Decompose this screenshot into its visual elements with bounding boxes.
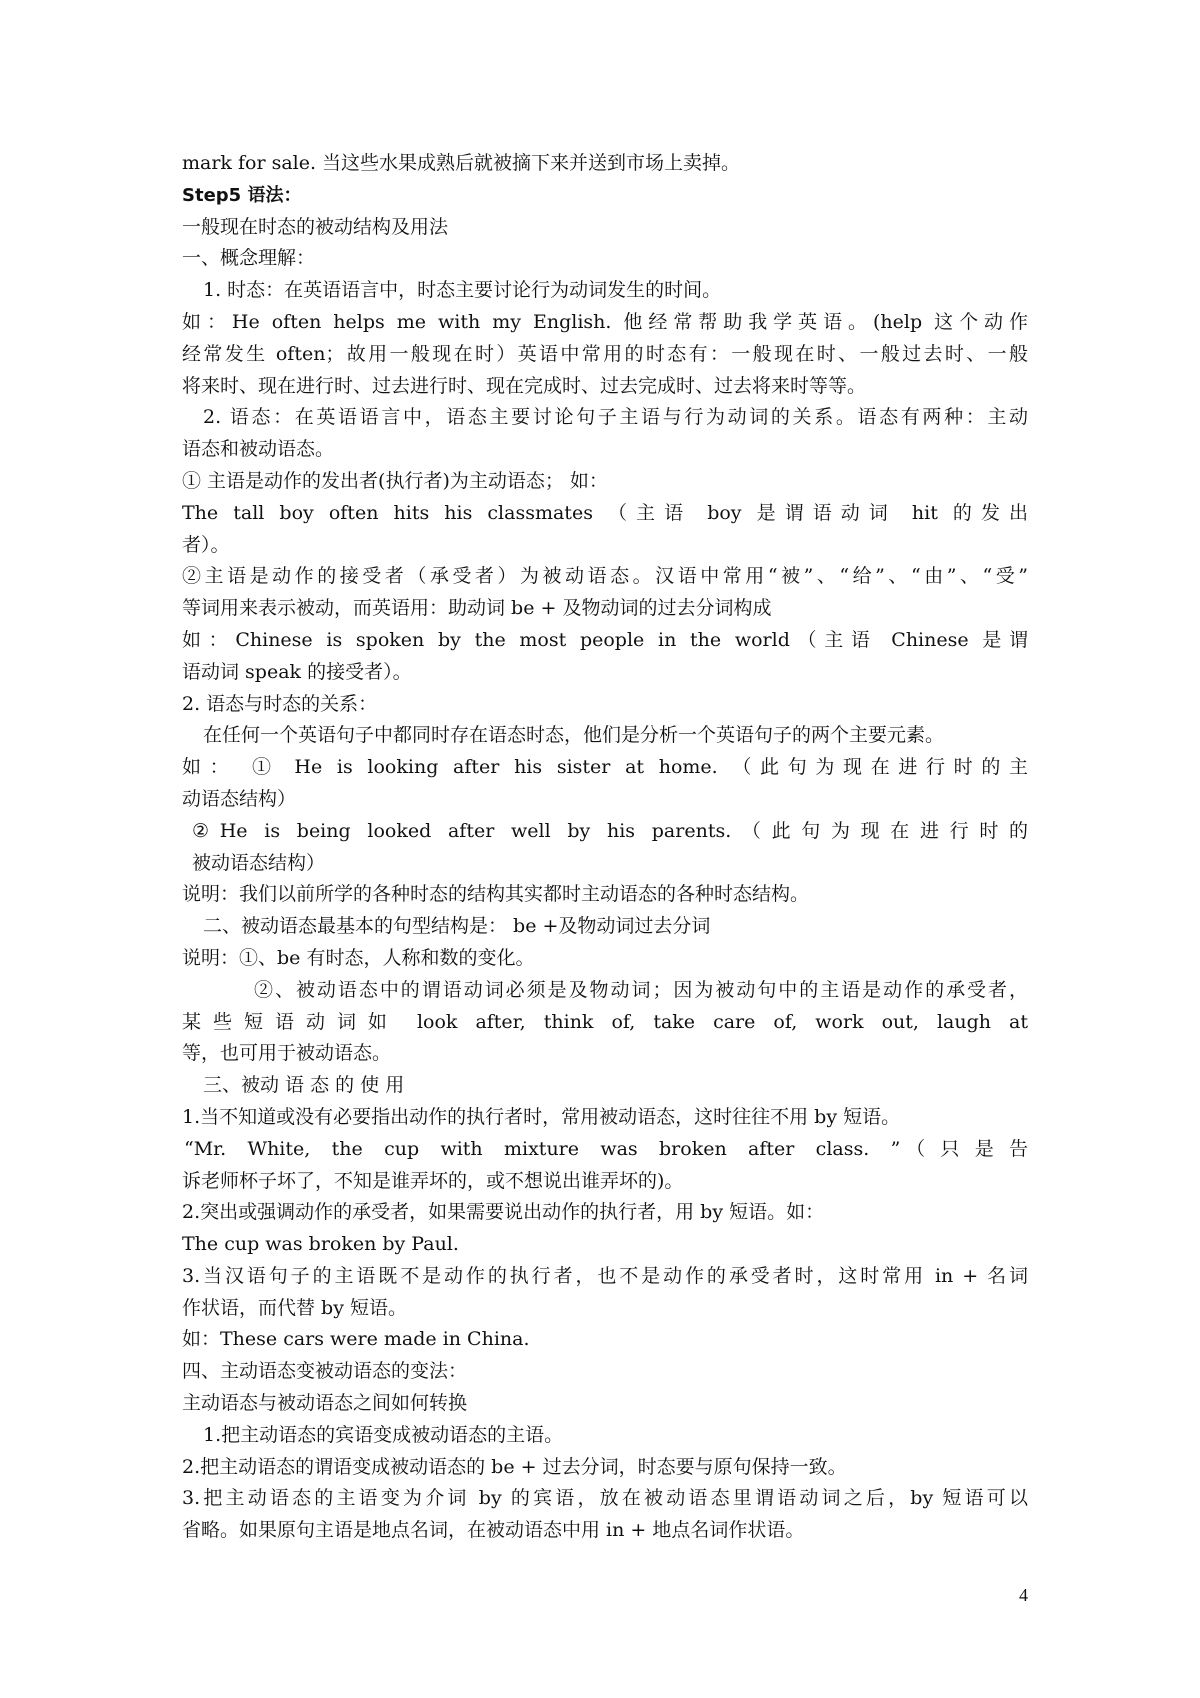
grammar-title: 一般现在时态的被动结构及用法 — [182, 215, 449, 238]
document-body — [182, 148, 1028, 1547]
text-line: 被动语态结构） — [192, 851, 326, 874]
section-heading-usage: 三、被动 语 态 的 使 用 — [203, 1074, 405, 1097]
text-line: 语态和被动语态。 — [182, 438, 335, 461]
text-line: 说明：我们以前所学的各种时态的结构其实都时主动语态的各种时态结构。 — [182, 883, 810, 906]
text-line: 在任何一个英语句子中都同时存在语态时态，他们是分析一个英语句子的两个主要元素。 — [203, 724, 945, 747]
text-line: 诉老师杯子坏了，不知是谁弄坏的，或不想说出谁弄坏的)。 — [182, 1169, 684, 1192]
text-line: 某些短语动词如 look after, think of, take care of, work out, laugh at — [182, 1010, 1028, 1033]
text-line: 1.把主动语态的宾语变成被动语态的主语。 — [203, 1423, 564, 1446]
text-line: “Mr. White, the cup with mixture was broken after class. ”（只是告 — [184, 1137, 1028, 1160]
text-line: 如： ① He is looking after his sister at home. （此句为现在进行时的主 — [182, 756, 1028, 779]
text-line: 语动词 speak 的接受者）。 — [182, 660, 412, 683]
text-line: ②主语是动作的接受者（承受者）为被动语态。汉语中常用“被”、“给”、“由”、“受” — [182, 565, 1028, 588]
text-line: 2.突出或强调动作的承受者，如果需要说出动作的执行者，用 by 短语。如： — [182, 1201, 825, 1224]
section-heading-conversion: 四、主动语态变被动语态的变法： — [182, 1360, 468, 1383]
text-line: 2.把主动语态的谓语变成被动语态的 be + 过去分词，时态要与原句保持一致。 — [182, 1455, 847, 1478]
text-line: 说明：①、be 有时态，人称和数的变化。 — [182, 946, 535, 969]
text-line: 等，也可用于被动语态。 — [182, 1042, 392, 1065]
text-line: 动语态结构） — [182, 787, 297, 810]
text-line: 3.把主动语态的主语变为介词 by 的宾语，放在被动语态里谓语动词之后，by 短语可以 — [182, 1487, 1028, 1510]
text-line: 如：Chinese is spoken by the most people in the world（主语 Chinese 是谓 — [182, 628, 1028, 651]
text-line: 省略。如果原句主语是地点名词，在被动语态中用 in + 地点名词作状语。 — [182, 1519, 805, 1542]
text-line: 主动语态与被动语态之间如何转换 — [182, 1392, 468, 1415]
text-line: 作状语，而代替 by 短语。 — [182, 1296, 407, 1319]
text-line: 2. 语态：在英语语言中，语态主要讨论句子主语与行为动词的关系。语态有两种：主动 — [203, 406, 1028, 429]
section-heading-concept: 一、概念理解： — [182, 247, 316, 270]
text-line: ②、被动语态中的谓语动词必须是及物动词；因为被动句中的主语是动作的承受者， — [254, 978, 1028, 1001]
text-line: 将来时、现在进行时、过去进行时、现在完成时、过去完成时、过去将来时等等。 — [182, 374, 867, 397]
text-line: 2. 语态与时态的关系： — [182, 692, 378, 715]
text-line: 1.当不知道或没有必要指出动作的执行者时，常用被动语态，这时往往不用 by 短语。 — [182, 1105, 901, 1128]
text-line: 者）。 — [182, 533, 230, 556]
text-line: 3.当汉语句子的主语既不是动作的执行者，也不是动作的承受者时，这时常用 in + 名词 — [182, 1264, 1028, 1287]
text-line: 等词用来表示被动，而英语用：助动词 be + 及物动词的过去分词构成 — [182, 597, 772, 620]
text-line: mark for sale. 当这些水果成熟后就被摘下来并送到市场上卖掉。 — [182, 152, 741, 174]
page-number: 4 — [1019, 1585, 1028, 1605]
text-line: The tall boy often hits his classmates （主语 boy 是谓语动词 hit 的发出 — [182, 501, 1028, 524]
section-heading-step5: Step5 语法： — [182, 184, 302, 206]
text-line: ②He is being looked after well by his parents.（此句为现在进行时的 — [192, 819, 1028, 842]
section-heading-structure: 二、被动语态最基本的句型结构是： be +及物动词过去分词 — [203, 915, 711, 938]
text-line: The cup was broken by Paul. — [182, 1233, 459, 1256]
text-line: 1. 时态：在英语语言中，时态主要讨论行为动词发生的时间。 — [203, 279, 722, 302]
text-line: 经常发生 often；故用一般现在时）英语中常用的时态有：一般现在时、一般过去时、一般 — [182, 342, 1028, 365]
text-line: 如：He often helps me with my English. 他经常帮助我学英语。(help 这个动作 — [182, 310, 1028, 333]
text-line: ① 主语是动作的发出者(执行者)为主动语态； 如： — [182, 469, 608, 492]
text-line: 如：These cars were made in China. — [182, 1328, 530, 1351]
